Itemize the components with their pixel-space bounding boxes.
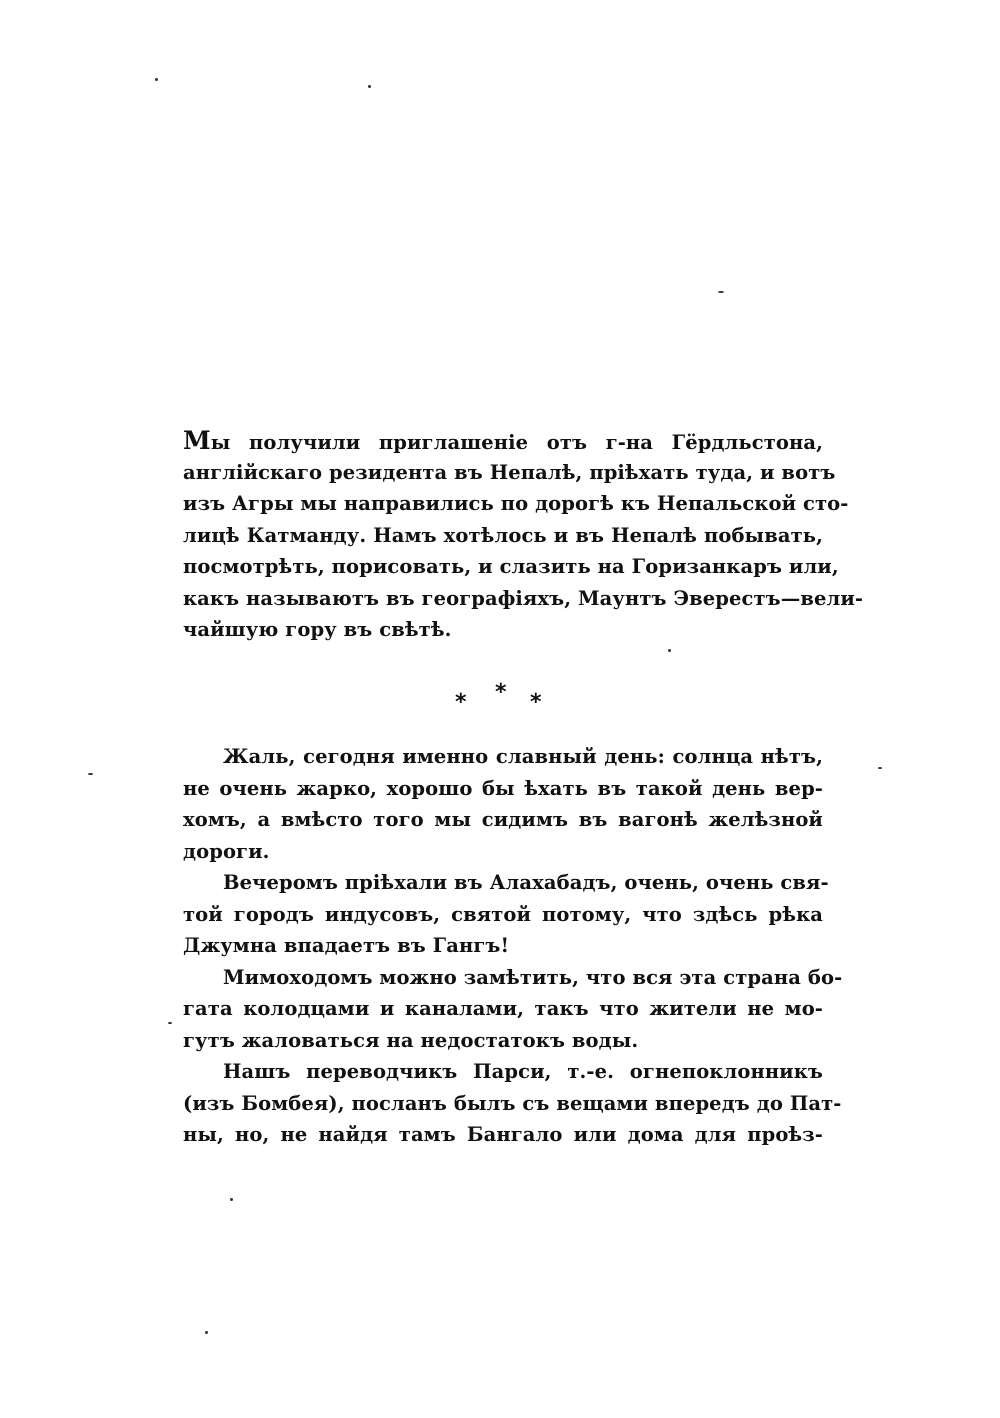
paragraph-intro	[183, 425, 864, 646]
text-line: Вечеромъ пріѣхали въ Алахабадъ, очень, очень свя-	[223, 871, 829, 894]
text-line: посмотрѣть, порисовать, и слазить на Горизанкаръ или,	[183, 555, 839, 578]
paragraph-group-journey	[183, 741, 843, 1151]
text-line: англійскаго резидента въ Непалѣ, пріѣхать туда, и вотъ	[183, 460, 836, 484]
scan-speck	[168, 1022, 172, 1024]
text-line: лицѣ Катманду. Намъ хотѣлось и въ Непалѣ побывать,	[183, 523, 823, 547]
scan-speck	[155, 78, 158, 81]
asterisk: *	[495, 680, 507, 705]
scan-speck	[718, 291, 724, 293]
asterisk: *	[455, 690, 467, 715]
text-line: гата колодцами и каналами, такъ что жители не мо-	[183, 997, 823, 1020]
scan-speck	[88, 773, 93, 775]
dropcap-letter: М	[183, 426, 211, 455]
text-line: Мы получили приглашеніе отъ г-на Гёрдльстона,	[183, 426, 823, 455]
text-line: изъ Агры мы направились по дорогѣ къ Непальской сто-	[183, 492, 849, 515]
text-line: Нашъ переводчикъ Парси, т.-е. огнепоклонникъ	[223, 1060, 823, 1083]
scan-speck	[668, 649, 671, 652]
text-line: хомъ, а вмѣсто того мы сидимъ въ вагонѣ желѣзной	[183, 808, 823, 831]
section-separator	[0, 680, 1000, 720]
asterisk: *	[530, 690, 542, 715]
text-line: (изъ Бомбея), посланъ былъ съ вещами впередъ до Пат-	[183, 1091, 842, 1115]
text-line: дороги.	[183, 839, 270, 863]
scan-speck	[205, 1331, 208, 1334]
text-line: Жаль, сегодня именно славный день: солнца нѣтъ,	[223, 745, 823, 768]
scan-speck	[230, 1198, 233, 1201]
text-line: ны, но, не найдя тамъ Бангало или дома для проѣз-	[183, 1123, 823, 1146]
text-line: той городъ индусовъ, святой потому, что здѣсь рѣка	[183, 902, 823, 926]
text-line: гутъ жаловаться на недостатокъ воды.	[183, 1028, 639, 1052]
text-line: Мимоходомъ можно замѣтить, что вся эта страна бо-	[223, 965, 843, 989]
text-line: Джумна впадаетъ въ Гангъ!	[183, 934, 510, 957]
text-line: какъ называютъ въ географіяхъ, Маунтъ Эверестъ—вели-	[183, 586, 864, 610]
scan-speck	[368, 85, 371, 88]
text-line: чайшую гору въ свѣтѣ.	[183, 618, 452, 641]
text-line: не очень жарко, хорошо бы ѣхать въ такой день вер-	[183, 776, 823, 800]
scan-speck	[878, 767, 882, 769]
